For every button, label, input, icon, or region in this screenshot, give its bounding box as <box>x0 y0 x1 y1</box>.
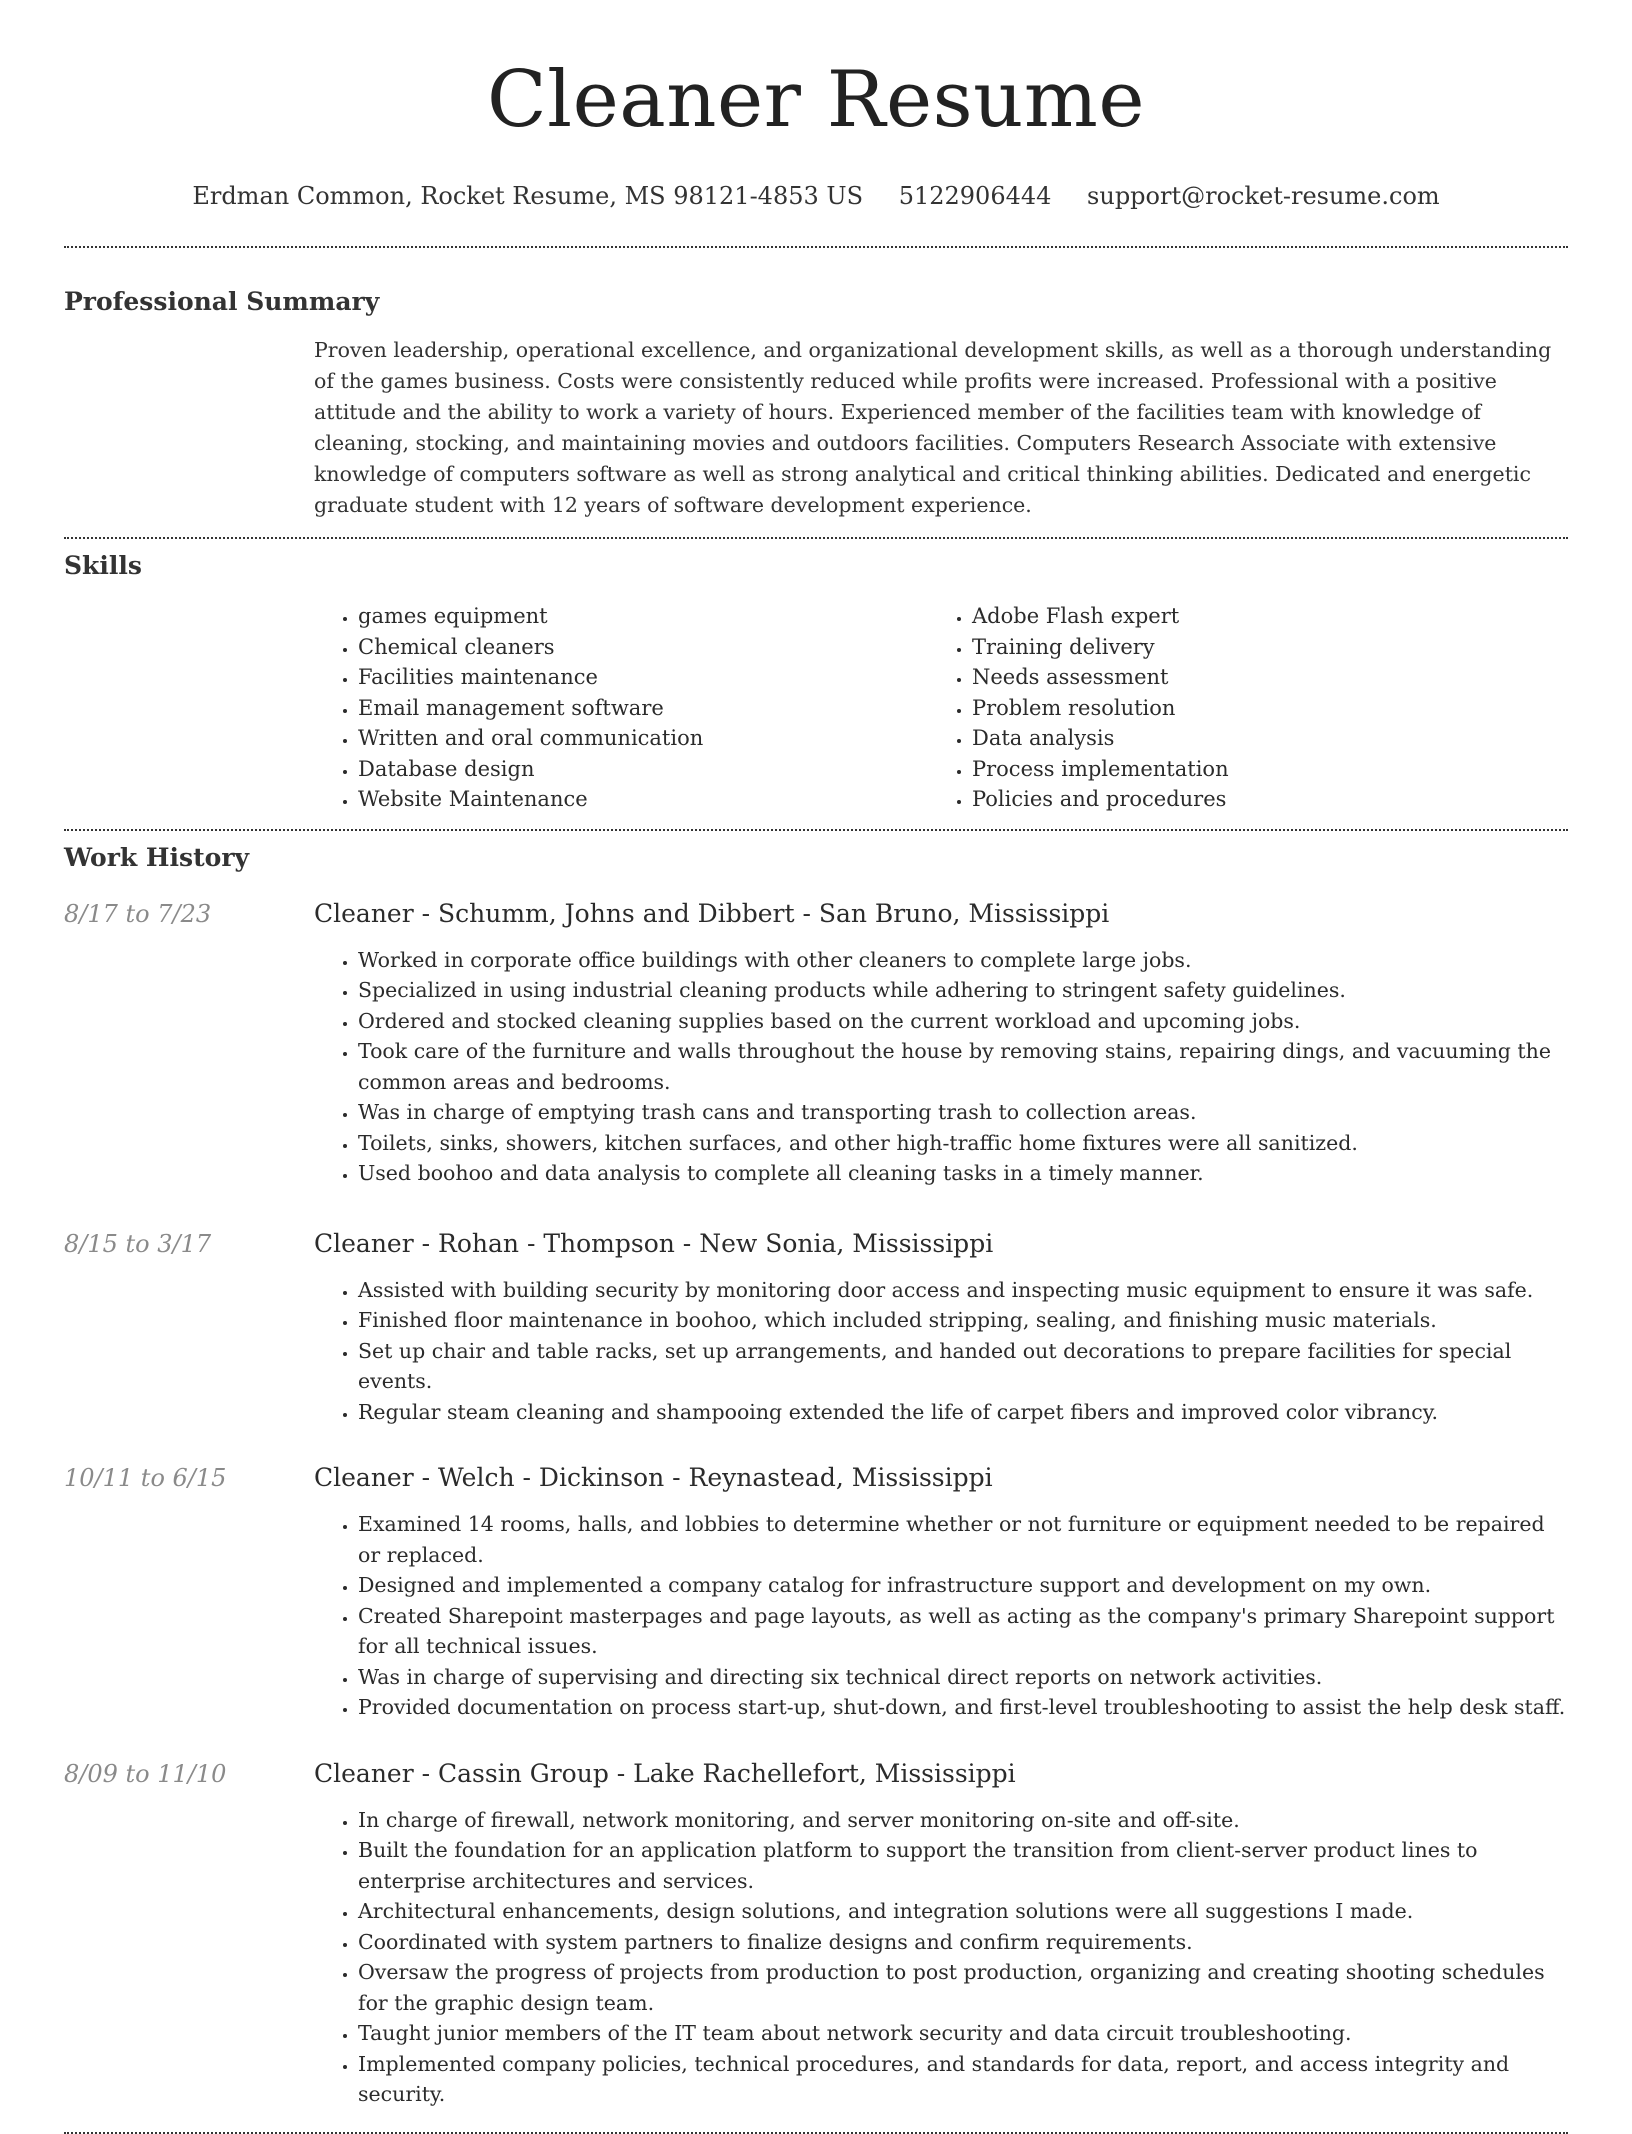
skills-list-left <box>314 601 928 815</box>
contact-email: support@rocket-resume.com <box>1087 182 1440 210</box>
job-entry <box>64 1461 1568 1723</box>
job-bullet: • Set up chair and table racks, set up arrangements, and handed out decorations to prepare facilities for special events. <box>358 1336 1568 1397</box>
job-bullet: • Created Sharepoint masterpages and page layouts, as well as acting as the company's primary Sharepoint support for all technical issues. <box>358 1601 1568 1662</box>
job-title: Cleaner - Cassin Group - Lake Rachellefort, Mississippi <box>314 1758 1016 1788</box>
job-details <box>314 1757 1568 2110</box>
job-details <box>314 1227 1568 1428</box>
job-bullet: • Assisted with building security by monitoring door access and inspecting music equipment to ensure it was safe. <box>358 1275 1568 1306</box>
job-bullet: • Oversaw the progress of projects from production to post production, organizing and creating shooting schedules for the graphic design team. <box>358 1957 1568 2018</box>
contact-line <box>64 180 1568 212</box>
job-bullet: • Worked in corporate office buildings with other cleaners to complete large jobs. <box>358 945 1568 976</box>
skill-item: • Policies and procedures <box>972 784 1542 815</box>
job-details <box>314 1461 1568 1723</box>
header-divider <box>64 246 1568 248</box>
job-entry <box>64 1757 1568 2110</box>
job-dates: 8/17 to 7/23 <box>64 899 212 928</box>
contact-address: Erdman Common, Rocket Resume, MS 98121-4853 US <box>192 182 864 210</box>
skill-item: • Problem resolution <box>972 693 1542 724</box>
work-heading: Work History <box>64 842 250 872</box>
job-bullet: • Implemented company policies, technical procedures, and standards for data, report, and access integrity and security. <box>358 2049 1568 2110</box>
job-entry <box>64 1227 1568 1428</box>
contact-phone: 5122906444 <box>898 182 1052 210</box>
job-dates: 8/09 to 11/10 <box>64 1759 227 1788</box>
job-bullet: • Regular steam cleaning and shampooing extended the life of carpet fibers and improved color vibrancy. <box>358 1397 1568 1428</box>
job-bullet: • Ordered and stocked cleaning supplies based on the current workload and upcoming jobs. <box>358 1006 1568 1037</box>
work-section <box>64 841 1568 2110</box>
job-dates: 10/11 to 6/15 <box>64 1464 227 1492</box>
job-bullets <box>314 1805 1568 2110</box>
skill-item: • Database design <box>358 754 928 785</box>
skill-item: • Adobe Flash expert <box>972 601 1542 632</box>
job-bullet: • Was in charge of supervising and directing six technical direct reports on network activities. <box>358 1662 1568 1693</box>
skills-list-right <box>928 601 1542 815</box>
summary-divider <box>64 537 1568 539</box>
job-entry <box>64 897 1568 1189</box>
job-bullets <box>314 945 1568 1189</box>
job-title: Cleaner - Welch - Dickinson - Reynastead, Mississippi <box>314 1463 993 1492</box>
skill-item: • Needs assessment <box>972 662 1542 693</box>
job-bullet: • Architectural enhancements, design solutions, and integration solutions were all suggestions I made. <box>358 1896 1568 1927</box>
job-title: Cleaner - Rohan - Thompson - New Sonia, Mississippi <box>314 1228 994 1258</box>
job-bullet: • Examined 14 rooms, halls, and lobbies to determine whether or not furniture or equipment needed to be repaired or replaced. <box>358 1509 1568 1570</box>
job-bullet: • Used boohoo and data analysis to complete all cleaning tasks in a timely manner. <box>358 1158 1568 1189</box>
skill-item: • Email management software <box>358 693 928 724</box>
job-details <box>314 897 1568 1189</box>
skill-item: • Website Maintenance <box>358 784 928 815</box>
job-bullet: • Specialized in using industrial cleaning products while adhering to stringent safety guidelines. <box>358 975 1568 1006</box>
job-bullet: • Built the foundation for an application platform to support the transition from client-server product lines to enterprise architectures and services. <box>358 1835 1568 1896</box>
job-title: Cleaner - Schumm, Johns and Dibbert - San Bruno, Mississippi <box>314 898 1110 928</box>
resume-page <box>64 0 1568 2134</box>
job-bullets <box>314 1509 1568 1723</box>
skill-item: • Data analysis <box>972 723 1542 754</box>
job-bullet: • Toilets, sinks, showers, kitchen surfaces, and other high-traffic home fixtures were all sanitized. <box>358 1128 1568 1159</box>
summary-section <box>64 285 1568 521</box>
job-bullet: • Taught junior members of the IT team about network security and data circuit troubleshooting. <box>358 2018 1568 2049</box>
job-bullet: • Coordinated with system partners to finalize designs and confirm requirements. <box>358 1927 1568 1958</box>
summary-heading: Professional Summary <box>64 287 380 316</box>
job-bullet: • Provided documentation on process start-up, shut-down, and first-level troubleshooting to assist the help desk staff. <box>358 1692 1568 1723</box>
job-dates: 8/15 to 3/17 <box>64 1229 212 1258</box>
skill-item: • Process implementation <box>972 754 1542 785</box>
skills-columns <box>314 601 1568 815</box>
summary-text: Proven leadership, operational excellence, and organizational development skills, as well as a thorough understanding of the games business. Costs were consistently reduced while profits were increased. Professional with a positive attitude and the ability to work a variety of hours. Experienced member of the facilities team with knowledge of cleaning, stocking, and maintaining movies and outdoors facilities. Computers Research Associate with extensive knowledge of computers software as well as strong analytical and critical thinking abilities. Dedicated and energetic graduate student with 12 years of software development experience. <box>314 338 1552 517</box>
skill-item: • Facilities maintenance <box>358 662 928 693</box>
skills-section <box>64 549 1568 815</box>
job-bullet: • Designed and implemented a company catalog for infrastructure support and development on my own. <box>358 1570 1568 1601</box>
resume-title: Cleaner Resume <box>486 55 1146 145</box>
skill-item: • Chemical cleaners <box>358 632 928 663</box>
job-bullet: • Finished floor maintenance in boohoo, which included stripping, sealing, and finishing music materials. <box>358 1305 1568 1336</box>
skill-item: • Written and oral communication <box>358 723 928 754</box>
skills-divider <box>64 829 1568 831</box>
job-list-container <box>64 897 1568 2110</box>
job-bullets <box>314 1275 1568 1428</box>
job-bullet: • Was in charge of emptying trash cans and transporting trash to collection areas. <box>358 1097 1568 1128</box>
footer-divider <box>64 2132 1568 2134</box>
job-bullet: • In charge of firewall, network monitoring, and server monitoring on-site and off-site. <box>358 1805 1568 1836</box>
skills-heading: Skills <box>64 551 142 580</box>
job-bullet: • Took care of the furniture and walls throughout the house by removing stains, repairing dings, and vacuuming the common areas and bedrooms. <box>358 1036 1568 1097</box>
skill-item: • games equipment <box>358 601 928 632</box>
skill-item: • Training delivery <box>972 632 1542 663</box>
